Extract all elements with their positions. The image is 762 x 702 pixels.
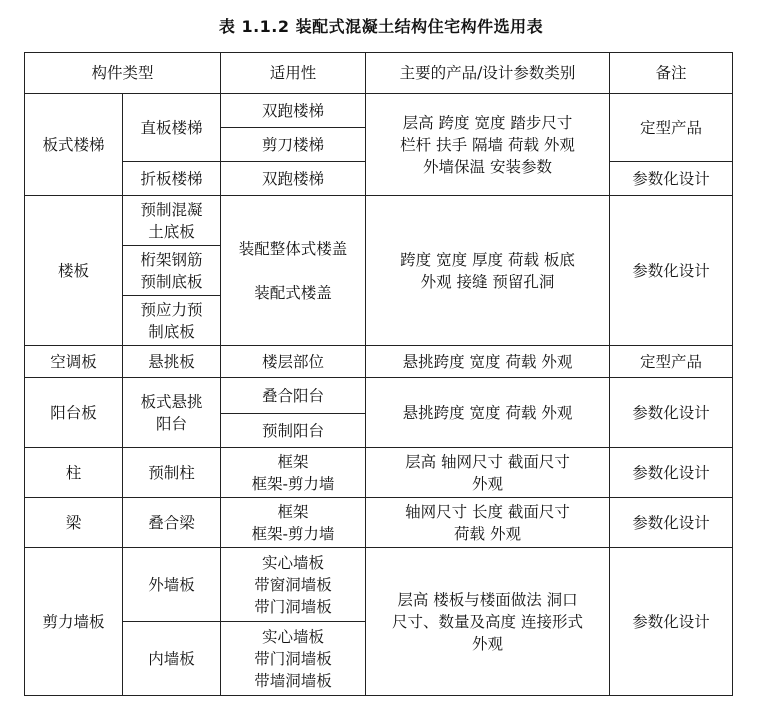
balcony-params: 悬挑跨度 宽度 荷载 外观	[366, 378, 610, 448]
beam-applicability: 框架 框架-剪力墙	[221, 498, 366, 548]
wall-int: 内墙板	[123, 622, 221, 696]
floor-remark: 参数化设计	[610, 196, 733, 346]
wall-category: 剪力墙板	[25, 548, 123, 696]
ac-applicability: 楼层部位	[221, 346, 366, 378]
stair-remark-std: 定型产品	[610, 94, 733, 162]
column-sub: 预制柱	[123, 448, 221, 498]
stair-remark-param: 参数化设计	[610, 162, 733, 196]
table-header-row	[25, 53, 733, 94]
beam-sub: 叠合梁	[123, 498, 221, 548]
table-row	[25, 196, 733, 246]
stair-straight: 直板楼梯	[123, 94, 221, 162]
column-applicability: 框架 框架-剪力墙	[221, 448, 366, 498]
stair-folded: 折板楼梯	[123, 162, 221, 196]
table-row	[25, 498, 733, 548]
wall-int-applicability: 实心墙板 带门洞墙板 带墙洞墙板	[221, 622, 366, 696]
ac-remark: 定型产品	[610, 346, 733, 378]
balcony-category: 阳台板	[25, 378, 123, 448]
beam-params: 轴网尺寸 长度 截面尺寸 荷载 外观	[366, 498, 610, 548]
column-remark: 参数化设计	[610, 448, 733, 498]
stair-double-run: 双跑楼梯	[221, 94, 366, 128]
wall-params: 层高 楼板与楼面做法 洞口 尺寸、数量及高度 连接形式 外观	[366, 548, 610, 696]
balcony-remark: 参数化设计	[610, 378, 733, 448]
floor-sub-precast: 预制混凝 土底板	[123, 196, 221, 246]
wall-ext: 外墙板	[123, 548, 221, 622]
wall-remark: 参数化设计	[610, 548, 733, 696]
wall-ext-applicability: 实心墙板 带窗洞墙板 带门洞墙板	[221, 548, 366, 622]
balcony-sub: 板式悬挑 阳台	[123, 378, 221, 448]
table-row	[25, 346, 733, 378]
stair-category: 板式楼梯	[25, 94, 123, 196]
table-title: 表 1.1.2 装配式混凝土结构住宅构件选用表	[218, 17, 544, 36]
beam-category: 梁	[25, 498, 123, 548]
column-params: 层高 轴网尺寸 截面尺寸 外观	[366, 448, 610, 498]
header-type: 构件类型	[25, 53, 221, 94]
floor-applicability: 装配整体式楼盖 装配式楼盖	[221, 196, 366, 346]
balcony-app-composite: 叠合阳台	[221, 378, 366, 414]
floor-sub-truss: 桁架钢筋 预制底板	[123, 246, 221, 296]
ac-params: 悬挑跨度 宽度 荷载 外观	[366, 346, 610, 378]
balcony-app-precast: 预制阳台	[221, 414, 366, 448]
header-params: 主要的产品/设计参数类别	[366, 53, 610, 94]
ac-sub: 悬挑板	[123, 346, 221, 378]
column-category: 柱	[25, 448, 123, 498]
table-row	[25, 548, 733, 622]
floor-params: 跨度 宽度 厚度 荷载 板底 外观 接缝 预留孔洞	[366, 196, 610, 346]
header-remark: 备注	[610, 53, 733, 94]
floor-sub-prestressed: 预应力预 制底板	[123, 296, 221, 346]
floor-category: 楼板	[25, 196, 123, 346]
beam-remark: 参数化设计	[610, 498, 733, 548]
component-selection-table	[24, 52, 733, 696]
stair-folded-double: 双跑楼梯	[221, 162, 366, 196]
header-applicability: 适用性	[221, 53, 366, 94]
stair-scissor: 剪刀楼梯	[221, 128, 366, 162]
table-row	[25, 378, 733, 414]
ac-category: 空调板	[25, 346, 123, 378]
table-row	[25, 94, 733, 128]
table-row	[25, 448, 733, 498]
stair-params: 层高 跨度 宽度 踏步尺寸 栏杆 扶手 隔墙 荷载 外观 外墙保温 安装参数	[366, 94, 610, 196]
